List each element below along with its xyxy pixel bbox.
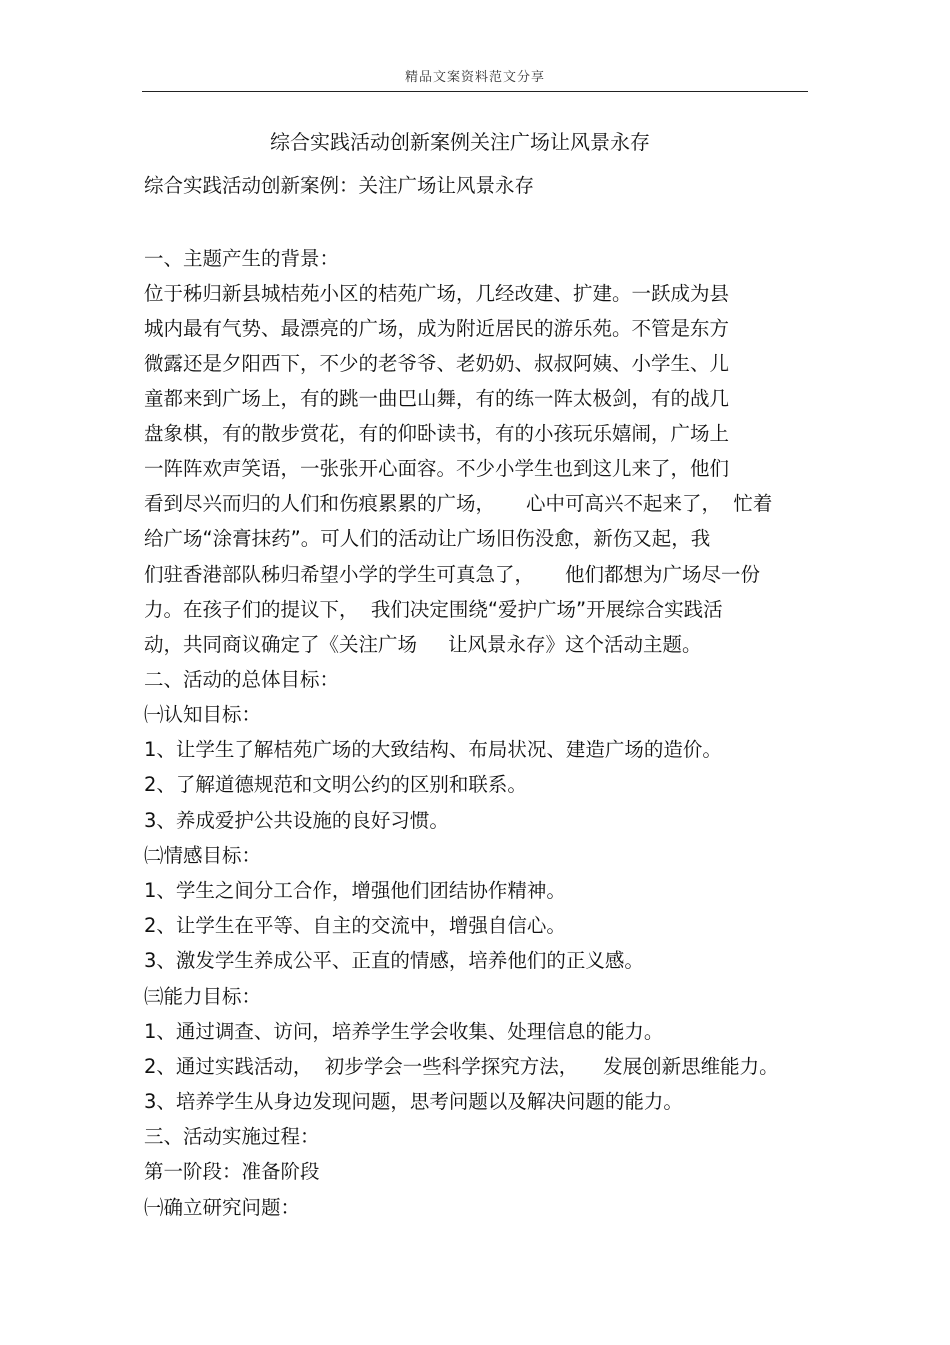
body-line: 力。在孩子们的提议下， 我们决定围绕“爱护广场”开展综合实践活 — [144, 598, 723, 621]
header-divider — [142, 91, 808, 92]
body-line: 童都来到广场上，有的跳一曲巴山舞，有的练一阵太极剑，有的战几 — [144, 387, 730, 410]
subsection-heading: 第一阶段：准备阶段 — [144, 1160, 320, 1183]
list-item: 2、让学生在平等、自主的交流中，增强自信心。 — [144, 914, 566, 937]
section-heading: 一、主题产生的背景： — [144, 247, 340, 270]
document-title: 综合实践活动创新案例关注广场让风景永存 — [270, 130, 650, 154]
body-line: 动，共同商议确定了《关注广场 让风景永存》这个活动主题。 — [144, 633, 702, 656]
list-item: 1、通过调查、访问，培养学生学会收集、处理信息的能力。 — [144, 1020, 664, 1043]
list-item: 1、学生之间分工合作，增强他们团结协作精神。 — [144, 879, 566, 902]
list-item: 3、培养学生从身边发现问题，思考问题以及解决问题的能力。 — [144, 1090, 683, 1113]
list-item: 2、通过实践活动， 初步学会一些科学探究方法， 发展创新思维能力。 — [144, 1055, 779, 1078]
page-header: 精品文案资料范文分享 — [404, 70, 545, 85]
body-line: 位于秭归新县城桔苑小区的桔苑广场，几经改建、扩建。一跃成为县 — [144, 282, 730, 305]
section-heading: 二、活动的总体目标： — [144, 668, 340, 691]
list-item: 3、养成爱护公共设施的良好习惯。 — [144, 809, 449, 832]
subsection-heading: ㈠确立研究问题： — [144, 1196, 301, 1219]
list-item: 1、让学生了解桔苑广场的大致结构、布局状况、建造广场的造价。 — [144, 738, 722, 761]
body-line: 城内最有气势、最漂亮的广场，成为附近居民的游乐苑。不管是东方 — [144, 317, 730, 340]
subsection-heading: ㈡情感目标： — [144, 844, 262, 867]
subsection-heading: ㈢能力目标： — [144, 985, 262, 1008]
body-line: 看到尽兴而归的人们和伤痕累累的广场， 心中可高兴不起来了， 忙着 — [144, 492, 773, 515]
body-line: 综合实践活动创新案例：关注广场让风景永存 — [144, 174, 535, 197]
subsection-heading: ㈠认知目标： — [144, 703, 262, 726]
body-line: 一阵阵欢声笑语，一张张开心面容。不少小学生也到这儿来了，他们 — [144, 457, 730, 480]
body-line: 微露还是夕阳西下，不少的老爷爷、老奶奶、叔叔阿姨、小学生、儿 — [144, 352, 730, 375]
body-line: 们驻香港部队秭归希望小学的学生可真急了， 他们都想为广场尽一份 — [144, 563, 760, 586]
body-line: 盘象棋，有的散步赏花，有的仰卧读书，有的小孩玩乐嬉闹，广场上 — [144, 422, 730, 445]
section-heading: 三、活动实施过程： — [144, 1125, 320, 1148]
list-item: 3、激发学生养成公平、正直的情感，培养他们的正义感。 — [144, 949, 644, 972]
body-line: 给广场“涂膏抹药”。可人们的活动让广场旧伤没愈，新伤又起，我 — [144, 527, 711, 550]
list-item: 2、了解道德规范和文明公约的区别和联系。 — [144, 773, 527, 796]
